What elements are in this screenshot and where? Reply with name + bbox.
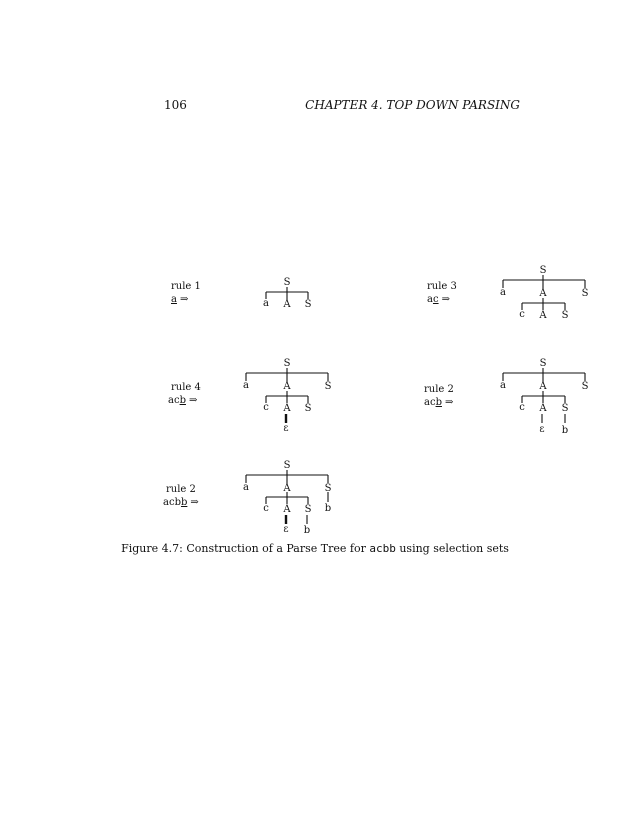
caption-prefix: Figure 4.7: Construction of a Parse Tree for bbox=[121, 542, 370, 555]
tree-5-node-a: a bbox=[243, 482, 249, 493]
tree-3-node-a: a bbox=[243, 380, 249, 391]
tree-2-node-a: a bbox=[500, 287, 506, 298]
tree-4-node-a: a bbox=[500, 380, 506, 391]
tree-3-node-S: S bbox=[324, 381, 332, 392]
tree-2-node-A: A bbox=[539, 310, 547, 321]
step-2-rule: rule 3 bbox=[427, 281, 457, 292]
tree-4-node-c: c bbox=[519, 402, 525, 413]
tree-4-node-S: S bbox=[539, 358, 547, 369]
tree-3-node-c: c bbox=[263, 402, 269, 413]
tree-2-node-c: c bbox=[519, 309, 525, 320]
tree-4-node-epsilon: ε bbox=[539, 424, 545, 435]
figure-caption bbox=[0, 542, 630, 555]
tree-1-node-S: S bbox=[304, 299, 312, 310]
tree-5-node-epsilon: ε bbox=[283, 524, 289, 535]
tree-4-node-b: b bbox=[561, 425, 569, 436]
tree-5-node-S: S bbox=[324, 483, 332, 494]
step-1-input: a ⇒ bbox=[171, 294, 189, 305]
tree-5-node-c: c bbox=[263, 503, 269, 514]
caption-code: acbb bbox=[369, 542, 396, 555]
caption-suffix: using selection sets bbox=[395, 542, 509, 555]
tree-4-node-S: S bbox=[561, 403, 569, 414]
tree-5-node-b: b bbox=[324, 503, 332, 514]
tree-4-node-S: S bbox=[581, 381, 589, 392]
tree-3-node-S: S bbox=[283, 358, 291, 369]
step-4-input: acb ⇒ bbox=[424, 397, 454, 408]
tree-5-node-S: S bbox=[304, 504, 312, 515]
tree-3-node-S: S bbox=[304, 403, 312, 414]
tree-2-node-A: A bbox=[539, 288, 547, 299]
step-5-input: acbb ⇒ bbox=[163, 497, 199, 508]
step-5-rule: rule 2 bbox=[166, 484, 196, 495]
tree-5-node-S: S bbox=[283, 460, 291, 471]
tree-2-node-S: S bbox=[561, 310, 569, 321]
tree-2-node-S: S bbox=[539, 265, 547, 276]
tree-1-node-a: a bbox=[263, 298, 269, 309]
tree-3-node-A: A bbox=[283, 381, 291, 392]
tree-1-node-S: S bbox=[283, 277, 291, 288]
tree-2-node-S: S bbox=[581, 288, 589, 299]
tree-3-node-epsilon: ε bbox=[283, 423, 289, 434]
step-4-rule: rule 2 bbox=[424, 384, 454, 395]
tree-5-node-A: A bbox=[283, 483, 291, 494]
tree-3-node-A: A bbox=[283, 403, 291, 414]
tree-1-node-A: A bbox=[283, 299, 291, 310]
tree-4-node-A: A bbox=[539, 403, 547, 414]
running-head: CHAPTER 4. TOP DOWN PARSING bbox=[305, 98, 520, 112]
tree-5-node-A: A bbox=[283, 504, 291, 515]
step-1-rule: rule 1 bbox=[171, 281, 201, 292]
step-3-rule: rule 4 bbox=[171, 382, 201, 393]
step-2-input: ac ⇒ bbox=[427, 294, 450, 305]
step-3-input: acb ⇒ bbox=[168, 395, 198, 406]
tree-5-node-b: b bbox=[303, 525, 311, 536]
page-number: 106 bbox=[164, 98, 187, 112]
tree-4-node-A: A bbox=[539, 381, 547, 392]
